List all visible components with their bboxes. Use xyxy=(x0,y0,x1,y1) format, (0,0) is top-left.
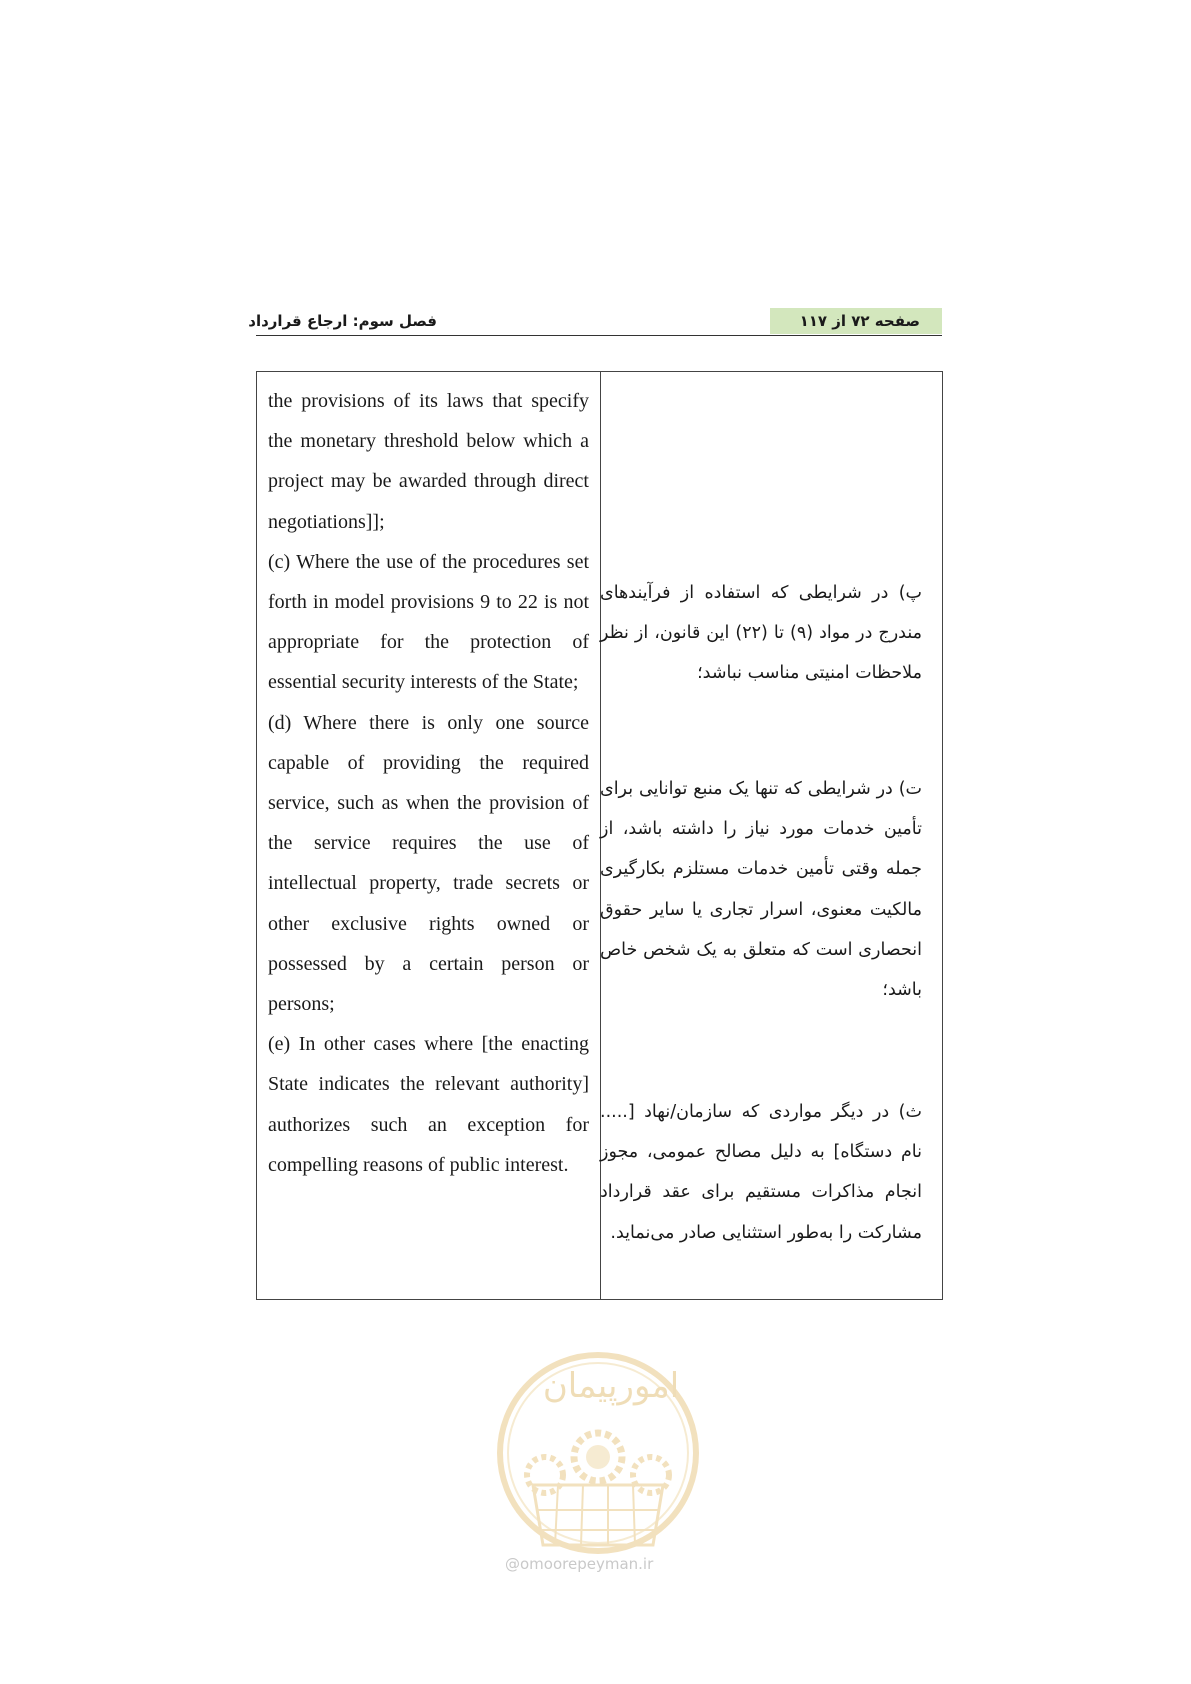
english-paragraph-c: (c) Where the use of the procedures set forth in model provisions 9 to 22 is not appropriate for the protection of essential security interests of the State; xyxy=(268,550,589,694)
persian-paragraph-e: ث) در دیگر مواردی که سازمان/نهاد [..... نام دستگاه] به دلیل مصالح عمومی، مجوز انجام مذاکرات مستقیم برای عقد قرارداد مشارکت را به‌طور استثنایی صادر می‌نماید. xyxy=(600,1102,922,1243)
persian-column xyxy=(601,372,943,1300)
page-header xyxy=(248,308,942,336)
page-number-label: صفحه ۷۲ از ۱۱۷ xyxy=(770,308,942,334)
persian-paragraph-c: پ) در شرایطی که استفاده از فرآیندهای مندرج در مواد (۹) تا (۲۲) این قانون، از نظر ملاحظات امنیتی مناسب نباشد؛ xyxy=(600,583,922,684)
bilingual-table xyxy=(256,371,943,1300)
english-column xyxy=(257,372,601,1300)
persian-paragraph-d: ت) در شرایطی که تنها یک منبع توانایی برای تأمین خدمات مورد نیاز را داشته باشد، از جمله وقتی تأمین خدمات مستلزم بکارگیری مالکیت معنوی، اسرار تجاری یا سایر حقوق انحصاری است که متعلق به یک شخص خاص باشد؛ xyxy=(600,779,922,1001)
watermark-logo-text: امورپیمان xyxy=(542,1366,680,1406)
watermark-logo xyxy=(493,1335,703,1575)
english-paragraph-d: (d) Where there is only one source capable of providing the required service, such as when the provision of the service requires the use of intellectual property, trade secrets or other exclusive rights owned or possessed by a certain person or persons; xyxy=(268,711,589,1016)
english-paragraph-e: (e) In other cases where [the enacting State indicates the relevant authority] authorizes such an exception for compelling reasons of public interest. xyxy=(268,1033,589,1176)
chapter-title: فصل سوم: ارجاع قرارداد xyxy=(248,312,437,330)
watermark-site-text: @omoorepeyman.ir xyxy=(505,1555,654,1573)
english-paragraph-intro: the provisions of its laws that specify the monetary threshold below which a project may be awarded through direct negotiations]]; xyxy=(268,390,589,533)
